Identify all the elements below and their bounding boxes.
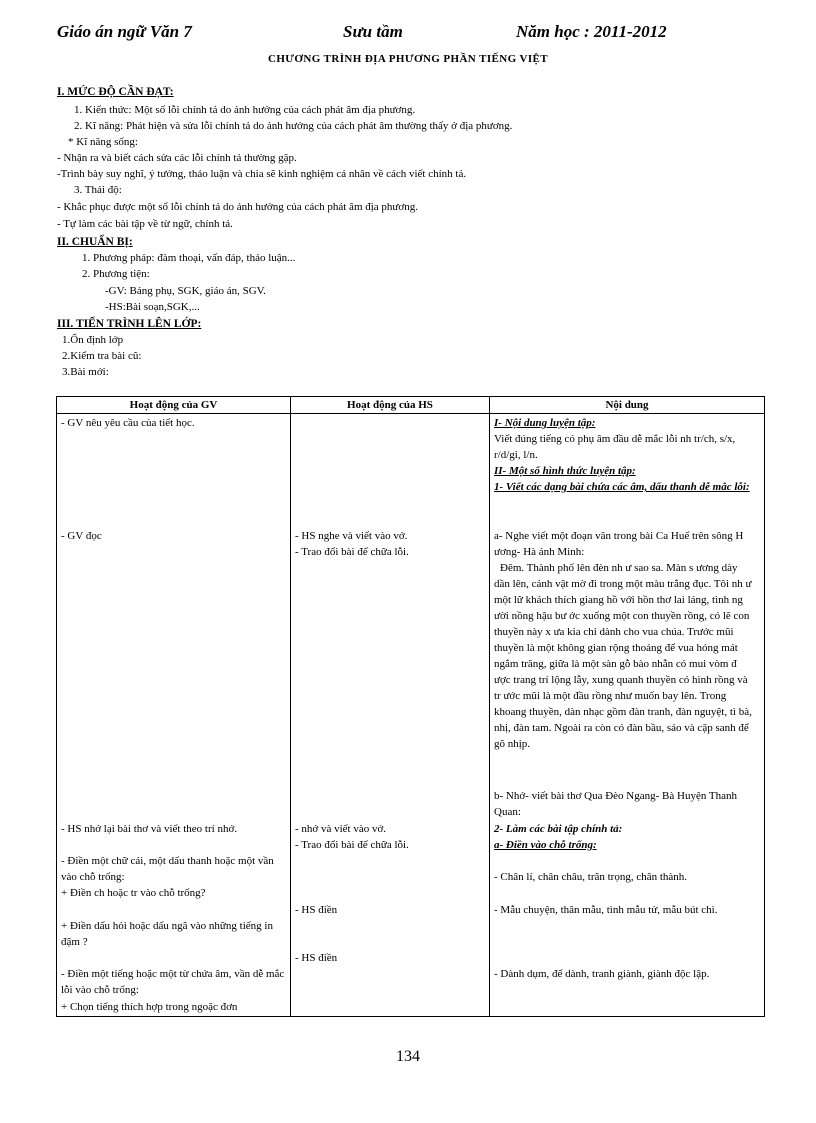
header-source: Sưu tầm bbox=[343, 22, 403, 41]
student-activity: - Trao đổi bài để chữa lỗi. bbox=[295, 546, 409, 558]
document-title: CHƯƠNG TRÌNH ĐỊA PHƯƠNG PHẦN TIẾNG VIỆT bbox=[267, 53, 549, 65]
student-activity: - HS điền bbox=[295, 952, 338, 964]
content-paragraph: Viết đúng tiếng có phụ âm đầu dễ mắc lỗi nh tr/ch, s/x, r/d/gi, l/n. bbox=[494, 433, 736, 461]
objective-line: -Trình bày suy nghĩ, ý tưởng, thảo luận và chia sẽ kinh nghiệm cá nhân về cách viết chính tả. bbox=[57, 168, 467, 180]
procedure-line: 1.Ổn định lớp bbox=[62, 334, 124, 346]
objective-line: 1. Kiến thức: Một số lỗi chính tả do ảnh hưởng của cách phát âm địa phương. bbox=[74, 104, 416, 116]
objective-line: - Khắc phục được một số lỗi chính tả do ảnh hưởng của cách phát âm địa phương. bbox=[57, 201, 418, 213]
teacher-activity: + Điền dấu hỏi hoặc dấu ngã vào những tiếng in đậm ? bbox=[61, 920, 273, 948]
header-subject: Giáo án ngữ Văn 7 bbox=[57, 22, 192, 41]
teacher-activity: - GV nêu yêu cầu của tiết học. bbox=[61, 417, 195, 429]
teacher-activity-cell bbox=[57, 414, 291, 1017]
preparation-line: -HS:Bài soạn,SGK,... bbox=[105, 301, 200, 313]
student-activity: - HS nghe và viết vào vở. bbox=[295, 530, 408, 542]
preparation-line: 2. Phương tiện: bbox=[82, 268, 150, 280]
teacher-activity: - Điền một tiếng hoặc một từ chứa âm, vần dễ mắc lỗi vào chỗ trống: bbox=[61, 968, 285, 996]
content-dictation-a: a- Nghe viết một đoạn văn trong bài Ca Huế trên sông H ương- Hà ánh Minh: bbox=[494, 530, 744, 558]
teacher-activity: - Điền một chữ cái, một dấu thanh hoặc một vần vào chỗ trống: bbox=[61, 855, 274, 883]
objective-line: * Kĩ năng sống: bbox=[68, 136, 138, 148]
column-header-teacher: Hoạt động của GV bbox=[57, 397, 291, 414]
student-activity-cell bbox=[291, 414, 490, 1017]
content-heading-practice: I- Nội dung luyện tập: bbox=[494, 417, 596, 429]
procedure-line: 3.Bài mới: bbox=[62, 366, 109, 378]
objective-line: - Nhận ra và biết cách sửa các lỗi chính tả thường gặp. bbox=[57, 152, 297, 164]
content-heading-fill-blank: a- Điền vào chỗ trống: bbox=[494, 839, 597, 851]
content-answer: - Dành dụm, để dành, tranh giành, giành độc lập. bbox=[494, 968, 710, 980]
teacher-activity: - GV đọc bbox=[61, 530, 102, 542]
student-activity: - nhớ và viết vào vở. bbox=[295, 823, 387, 835]
objective-line: - Tự làm các bài tập về từ ngữ, chính tả. bbox=[57, 218, 233, 230]
content-heading-forms: II- Một số hình thức luyện tập: bbox=[494, 465, 636, 477]
objective-line: 2. Kĩ năng: Phát hiện và sửa lỗi chính tả do ảnh hưởng của cách phát âm thường thấy ở địa phương. bbox=[74, 120, 513, 132]
content-dictation-b: b- Nhớ- viết bài thơ Qua Đèo Ngang- Bà Huyện Thanh Quan: bbox=[494, 790, 737, 818]
section-procedure-heading: III. TIẾN TRÌNH LÊN LỚP: bbox=[57, 318, 202, 330]
content-heading-exercises: 2- Làm các bài tập chính tả: bbox=[494, 823, 623, 835]
content-passage: Đêm. Thành phố lên đèn nh ư sao sa. Màn s ương dày dần lên, cảnh vật mờ đi trong một màu trắng đục. Tôi nh ư một lữ khách thích giang hồ với hồn thơ lai láng, tình ng ười nồng hậu bư ớc xuống một con thuyền rồng, có lẽ con thuyền này x ưa kia chỉ dành cho vua chúa. Trước mũi thuyền là một không gian rộng thoáng để vua hóng mát ngắm trăng, giữa là một sàn gỗ bào nhẵn có mui vòm đ ược trang trí lộng lẫy, xung quanh thuyền có hình rồng và tr ước mũi là một đầu rồng như muốn bay lên. Trong khoang thuyền, dàn nhạc gồm đàn tranh, đàn nguyệt, tì bà, nhị, đàn tam. Ngoài ra còn có đàn bầu, sáo và cặp sanh để gõ nhịp. bbox=[494, 562, 752, 750]
section-preparation-heading: II. CHUẨN BỊ: bbox=[57, 236, 133, 248]
content-answer: - Chân lí, chân châu, trân trọng, chân thành. bbox=[494, 871, 688, 883]
content-heading-dictation: 1- Viết các dạng bài chứa các âm, dấu thanh dễ mắc lỗi: bbox=[494, 481, 750, 493]
lesson-activity-table bbox=[56, 396, 765, 1017]
header-school-year: Năm học : 2011-2012 bbox=[516, 22, 667, 41]
column-header-student: Hoạt động của HS bbox=[291, 397, 490, 414]
preparation-line: -GV: Bảng phụ, SGK, giáo án, SGV. bbox=[105, 285, 266, 297]
page-number: 134 bbox=[396, 1048, 420, 1065]
objective-line: 3. Thái độ: bbox=[74, 184, 122, 196]
column-header-content: Nội dung bbox=[490, 397, 765, 414]
content-answer: - Mẫu chuyện, thân mẫu, tình mẫu tử, mẫu bút chì. bbox=[494, 904, 718, 916]
procedure-line: 2.Kiểm tra bài cũ: bbox=[62, 350, 142, 362]
preparation-line: 1. Phương pháp: đàm thoại, vấn đáp, thảo luận... bbox=[82, 252, 296, 264]
section-objectives-heading: I. MỨC ĐỘ CẦN ĐẠT: bbox=[57, 86, 174, 98]
teacher-activity: - HS nhớ lại bài thơ và viết theo trí nhớ. bbox=[61, 823, 238, 835]
content-cell bbox=[490, 414, 765, 1017]
student-activity: - HS điền bbox=[295, 904, 338, 916]
teacher-activity: + Điền ch hoặc tr vào chỗ trống? bbox=[61, 887, 206, 899]
teacher-activity: + Chọn tiếng thích hợp trong ngoặc đơn bbox=[61, 1001, 238, 1013]
student-activity: - Trao đổi bài để chữa lỗi. bbox=[295, 839, 409, 851]
